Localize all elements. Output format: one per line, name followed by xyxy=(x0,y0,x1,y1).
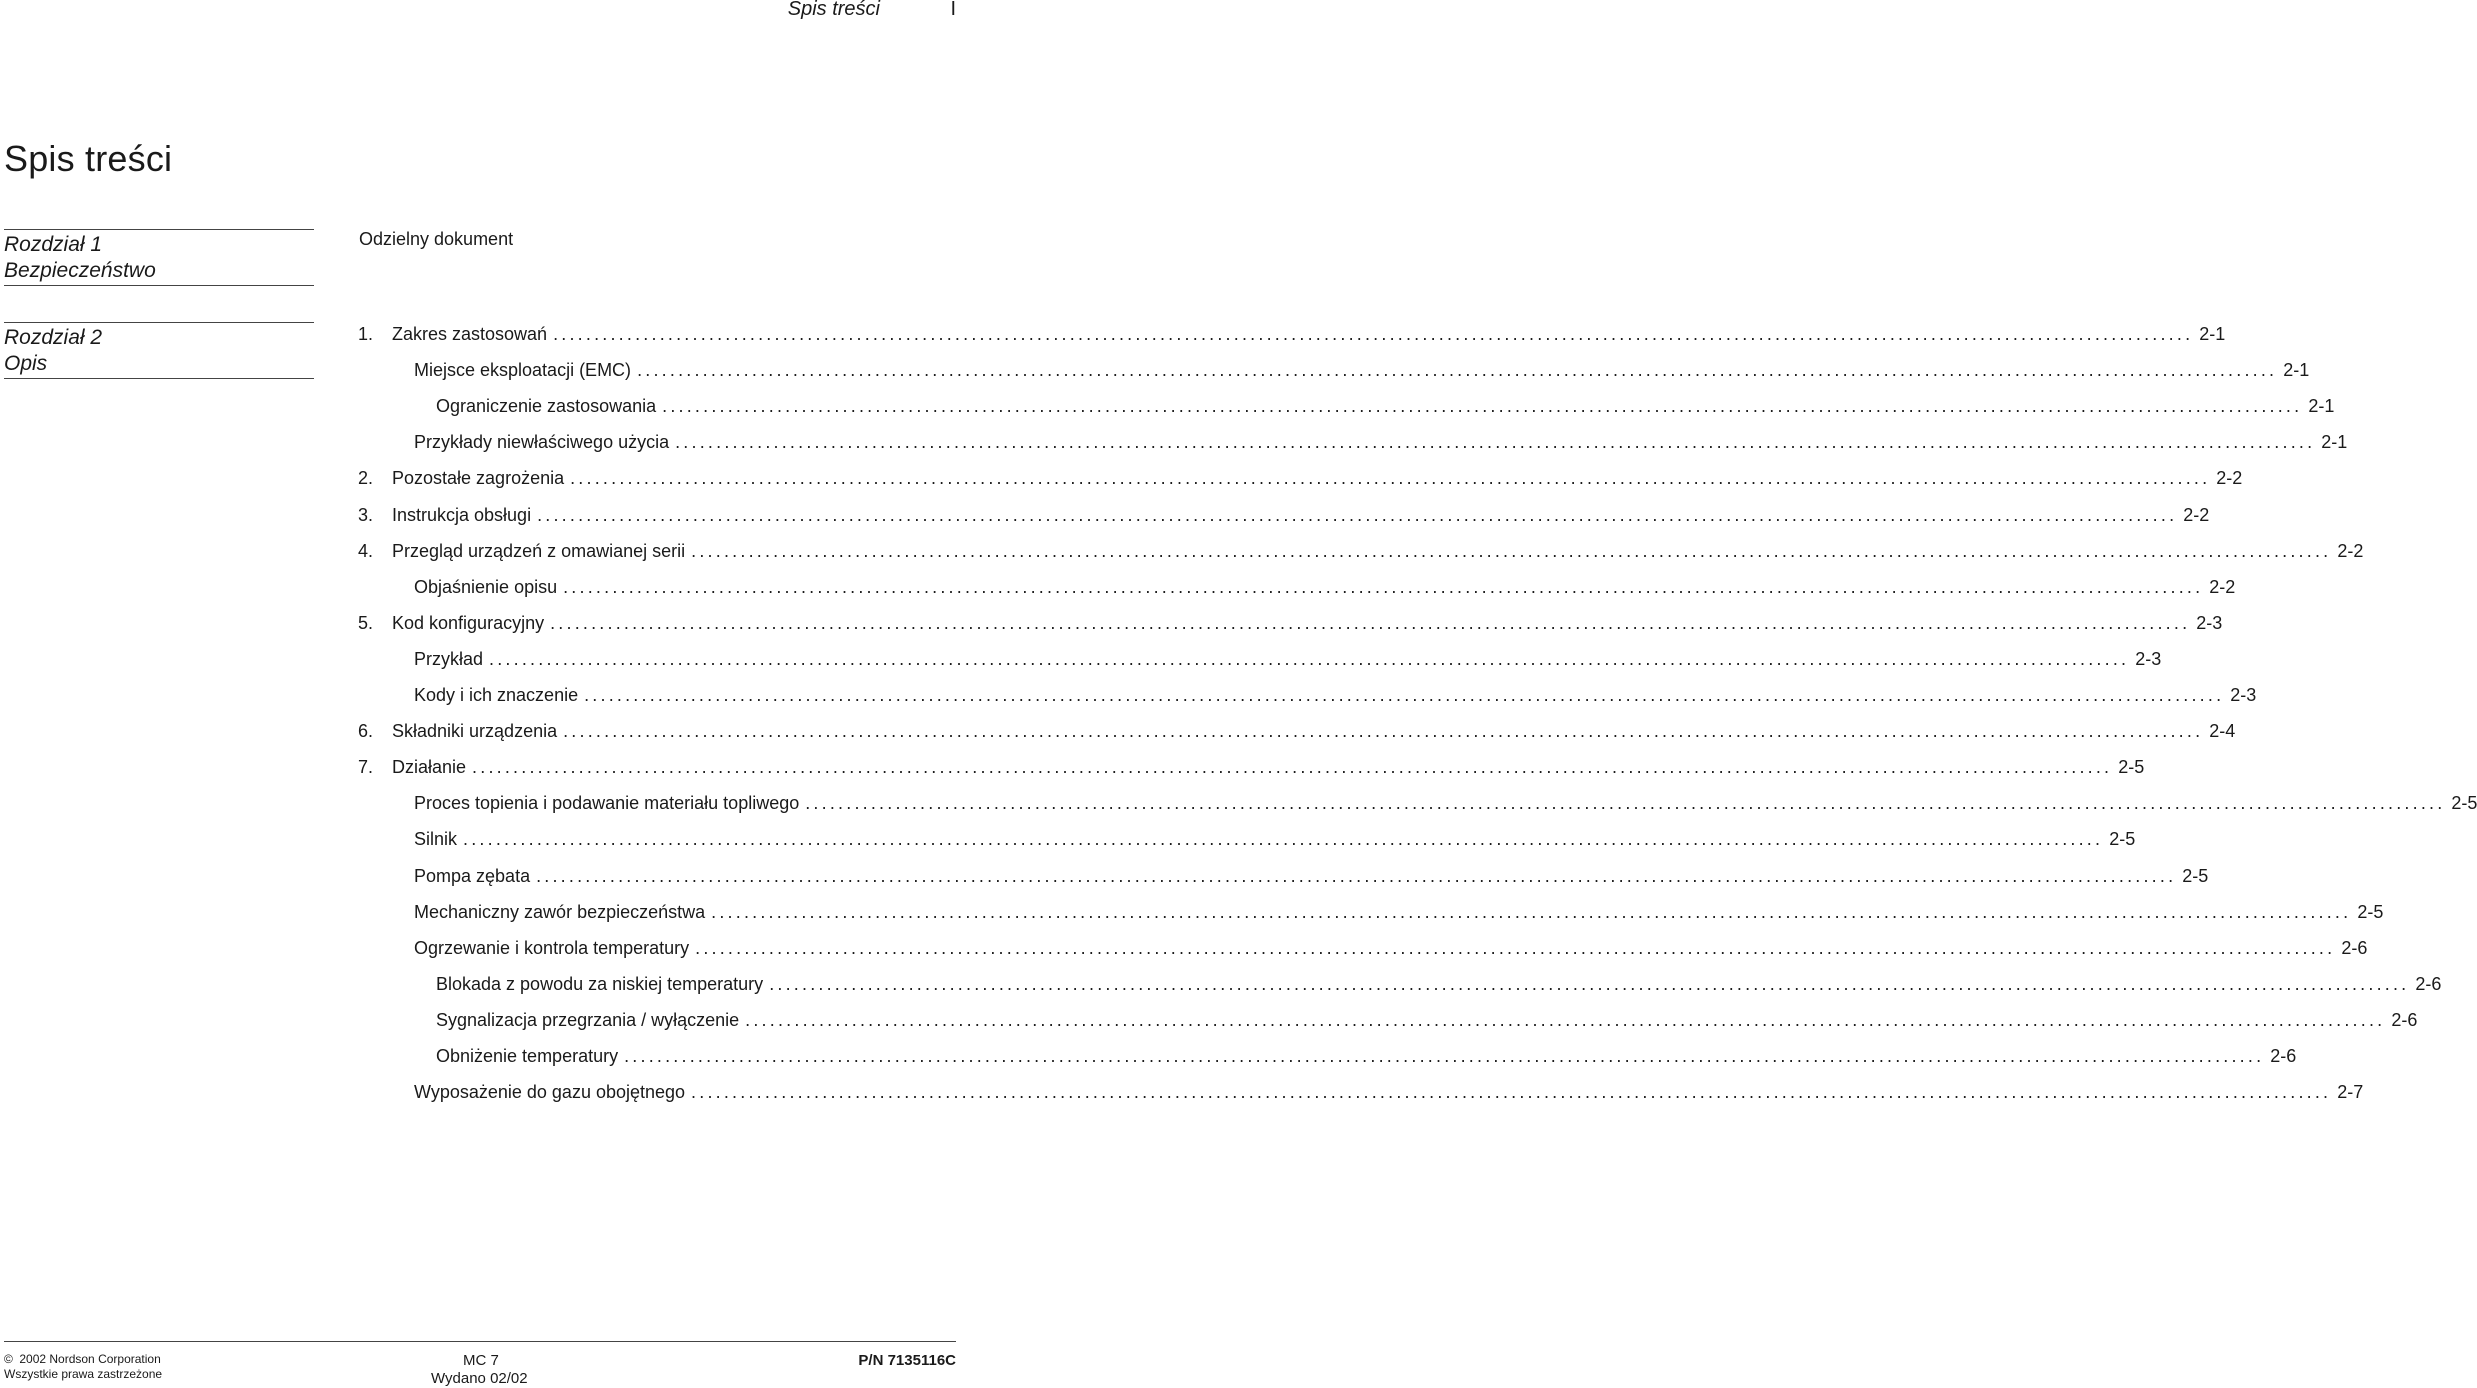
toc-dot-leader: ........................................................................................................................................................................................................ xyxy=(537,504,2178,525)
toc-entry-page: 2-6 xyxy=(2341,937,2368,958)
toc-entry-number: 1. xyxy=(358,324,374,344)
toc-entry-number: 4. xyxy=(358,540,374,561)
chapter-1-title: Bezpieczeństwo xyxy=(4,259,156,282)
toc-dot-leader: ........................................................................................................................................................................................................ xyxy=(805,793,2446,814)
toc-entry xyxy=(358,536,2364,566)
toc-entry-number: 7. xyxy=(358,757,374,778)
toc-dot-leader: ........................................................................................................................................................................................................ xyxy=(563,576,2204,597)
toc-entry-page: 2-5 xyxy=(2451,793,2477,814)
toc-dot-leader: ........................................................................................................................................................................................................ xyxy=(553,324,2194,344)
toc-entry-number: 6. xyxy=(358,721,374,742)
toc-dot-leader: ........................................................................................................................................................................................................ xyxy=(472,757,2113,778)
footer-model: MC 7 xyxy=(463,1352,499,1369)
toc-dot-leader: ........................................................................................................................................................................................................ xyxy=(536,865,2177,886)
toc-entry xyxy=(414,572,2236,602)
toc-entry-page: 2-7 xyxy=(2337,1082,2364,1103)
toc-dot-leader: ........................................................................................................................................................................................................ xyxy=(624,1046,2265,1066)
toc-entry-page: 2-1 xyxy=(2321,432,2348,453)
toc-dot-leader: ........................................................................................................................................................................................................ xyxy=(695,937,2336,958)
toc-entry-title: Pompa zębata xyxy=(414,865,531,886)
toc-entry-page: 2-5 xyxy=(2357,901,2384,922)
toc-entry-page: 2-3 xyxy=(2135,648,2162,669)
footer-copyright-line xyxy=(4,1352,162,1367)
chapter-1-bottom-rule xyxy=(4,285,314,286)
toc-entry xyxy=(414,355,2310,385)
toc-dot-leader: ........................................................................................................................................................................................................ xyxy=(584,685,2225,705)
toc-entry-title: Pozostałe zagrożenia xyxy=(392,468,565,489)
chapter-1-number: Rozdział 1 xyxy=(4,233,103,256)
toc-dot-leader: ........................................................................................................................................................................................................ xyxy=(550,612,2191,633)
toc-entry-title: Składniki urządzenia xyxy=(392,721,558,742)
page-title: Spis treści xyxy=(4,138,173,179)
chapter-2-number: Rozdział 2 xyxy=(4,326,103,349)
toc-entry-page: 2-6 xyxy=(2391,1009,2418,1030)
toc-dot-leader: ........................................................................................................................................................................................................ xyxy=(570,468,2211,489)
toc-entry-title: Zakres zastosowań xyxy=(392,324,548,344)
chapter-2-heading xyxy=(4,325,324,377)
toc-dot-leader: ........................................................................................................................................................................................................ xyxy=(711,901,2352,922)
toc-entry-title: Ogrzewanie i kontrola temperatury xyxy=(414,937,690,958)
chapter-2-top-rule xyxy=(4,322,314,323)
footer-rights: Wszystkie prawa zastrzeżone xyxy=(4,1367,163,1381)
toc-entry xyxy=(358,752,2145,782)
toc-entry-title: Objaśnienie opisu xyxy=(414,576,558,597)
toc-entry-page: 2-2 xyxy=(2183,504,2210,525)
toc-entry-page: 2-1 xyxy=(2199,324,2226,344)
toc-entry xyxy=(436,969,2442,999)
toc-entry-title: Mechaniczny zawór bezpieczeństwa xyxy=(414,901,706,922)
toc-entry-title: Obniżenie temperatury xyxy=(436,1046,619,1066)
toc-entry xyxy=(358,500,2210,530)
footer-copyright-block xyxy=(4,1352,162,1382)
toc-entry xyxy=(414,427,2348,457)
toc-entry-page: 2-4 xyxy=(2209,721,2236,742)
toc-dot-leader: ........................................................................................................................................................................................................ xyxy=(637,360,2278,381)
toc-entry-page: 2-6 xyxy=(2270,1046,2297,1066)
chapter-2-bottom-rule xyxy=(4,378,314,379)
toc-entry-page: 2-3 xyxy=(2196,612,2223,633)
toc-dot-leader: ........................................................................................................................................................................................................ xyxy=(691,540,2332,561)
header-page-number: I xyxy=(950,0,956,20)
toc-entry-page: 2-1 xyxy=(2283,360,2310,381)
toc-entry-page: 2-6 xyxy=(2415,973,2442,994)
chapter-1-note: Odzielny dokument xyxy=(359,229,514,249)
toc-entry xyxy=(414,933,2368,963)
toc-entry xyxy=(414,644,2162,674)
chapter-1-heading xyxy=(4,232,324,284)
footer-part-number: P/N 7135116C xyxy=(858,1352,956,1369)
toc-entry-title: Przegląd urządzeń z omawianej serii xyxy=(392,540,686,561)
toc-entry-title: Przykłady niewłaściwego użycia xyxy=(414,432,670,453)
toc-entry-title: Miejsce eksploatacji (EMC) xyxy=(414,360,632,381)
footer-copyright: 2002 Nordson Corporation xyxy=(19,1352,161,1366)
toc-entry xyxy=(358,716,2236,746)
toc-entry-title: Silnik xyxy=(414,829,458,850)
toc-dot-leader: ........................................................................................................................................................................................................ xyxy=(463,829,2104,850)
toc-entry-page: 2-1 xyxy=(2308,396,2335,417)
toc-entry xyxy=(436,391,2335,421)
toc-entry xyxy=(414,680,2257,710)
toc-entry xyxy=(358,463,2243,493)
toc-entry-page: 2-3 xyxy=(2230,685,2257,705)
footer-center-block xyxy=(431,1352,528,1388)
toc-entry-title: Ograniczenie zastosowania xyxy=(436,396,657,417)
footer-issued: Wydano 02/02 xyxy=(431,1370,528,1387)
footer-rule xyxy=(4,1341,956,1342)
copyright-icon: © xyxy=(4,1352,13,1366)
toc-entry xyxy=(414,1077,2364,1107)
toc-dot-leader: ........................................................................................................................................................................................................ xyxy=(691,1082,2332,1103)
toc-entry xyxy=(436,1005,2418,1035)
toc-entry-title: Sygnalizacja przegrzania / wyłączenie xyxy=(436,1009,740,1030)
toc-entry-title: Blokada z powodu za niskiej temperatury xyxy=(436,973,764,994)
toc-entry-title: Kod konfiguracyjny xyxy=(392,612,545,633)
toc-entry-number: 5. xyxy=(358,612,374,633)
toc-entry-title: Przykład xyxy=(414,648,484,669)
toc-entry-title: Działanie xyxy=(392,757,467,778)
toc-entry xyxy=(358,319,2226,349)
toc-entry-page: 2-5 xyxy=(2109,829,2136,850)
toc-dot-leader: ........................................................................................................................................................................................................ xyxy=(745,1009,2386,1030)
toc-entry-page: 2-5 xyxy=(2118,757,2145,778)
toc-entry-page: 2-2 xyxy=(2337,540,2364,561)
toc-entry xyxy=(436,1041,2297,1071)
chapter-2-title: Opis xyxy=(4,352,48,375)
toc-entry-page: 2-5 xyxy=(2182,865,2209,886)
header-section-title: Spis treści xyxy=(787,0,880,20)
toc-entry-number: 2. xyxy=(358,468,374,489)
toc-dot-leader: ........................................................................................................................................................................................................ xyxy=(662,396,2303,417)
toc-dot-leader: ........................................................................................................................................................................................................ xyxy=(489,648,2130,669)
toc-entry-title: Kody i ich znaczenie xyxy=(414,685,579,705)
toc-entry-title: Proces topienia i podawanie materiału topliwego xyxy=(414,793,800,814)
toc-entry xyxy=(414,897,2384,927)
toc-dot-leader: ........................................................................................................................................................................................................ xyxy=(769,973,2410,994)
toc-dot-leader: ........................................................................................................................................................................................................ xyxy=(675,432,2316,453)
toc-dot-leader: ........................................................................................................................................................................................................ xyxy=(563,721,2204,742)
toc-entry xyxy=(414,861,2209,891)
toc-entry xyxy=(414,824,2136,854)
toc-entry-title: Wyposażenie do gazu obojętnego xyxy=(414,1082,686,1103)
toc-entry-page: 2-2 xyxy=(2209,576,2236,597)
toc-entry-title: Instrukcja obsługi xyxy=(392,504,532,525)
toc-entry-number: 3. xyxy=(358,504,374,525)
toc-entry-page: 2-2 xyxy=(2216,468,2243,489)
chapter-1-top-rule xyxy=(4,229,314,230)
toc-entry xyxy=(414,788,2477,818)
toc-entry xyxy=(358,608,2223,638)
